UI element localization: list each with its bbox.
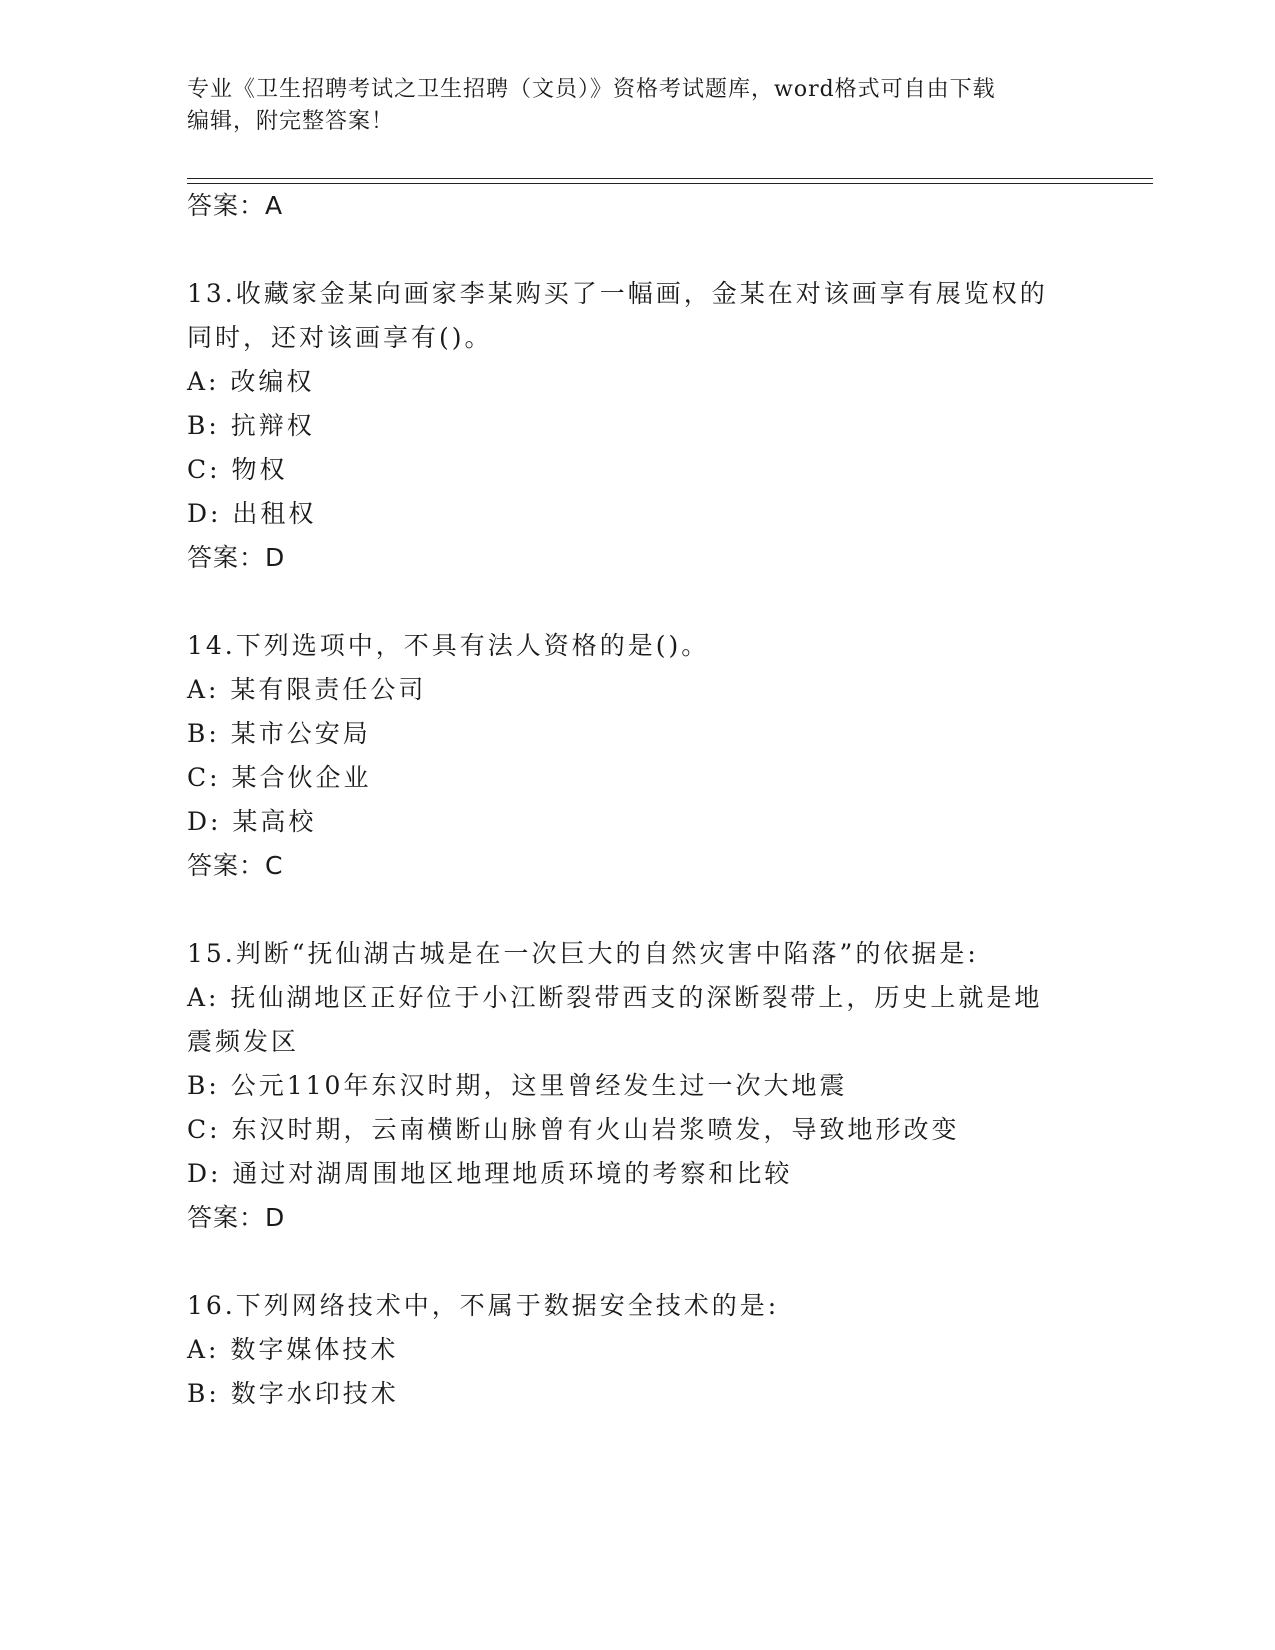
question-16-option-a: A: 数字媒体技术	[187, 1335, 399, 1364]
question-15-option-a-continued: 震频发区	[187, 1027, 300, 1056]
question-13-stem-line-2: 同时，还对该画享有()。	[187, 323, 493, 352]
header-divider-top	[187, 178, 1153, 179]
question-13-answer: 答案：D	[187, 543, 286, 572]
question-13-option-b: B: 抗辩权	[187, 411, 315, 440]
question-14-option-c: C: 某合伙企业	[187, 763, 372, 792]
question-13-option-c: C: 物权	[187, 455, 288, 484]
answer-previous: 答案：A	[187, 191, 284, 220]
question-13-option-d: D: 出租权	[187, 499, 317, 528]
question-16-stem: 16.下列网络技术中，不属于数据安全技术的是:	[187, 1291, 780, 1320]
header-line-1: 专业《卫生招聘考试之卫生招聘（文员）》资格考试题库，word格式可自由下载	[187, 77, 996, 102]
question-15-option-c: C: 东汉时期，云南横断山脉曾有火山岩浆喷发，导致地形改变	[187, 1115, 960, 1144]
question-14-option-a: A: 某有限责任公司	[187, 675, 427, 704]
question-14-stem: 14.下列选项中，不具有法人资格的是()。	[187, 631, 710, 660]
question-13-stem-line-1: 13.收藏家金某向画家李某购买了一幅画，金某在对该画享有展览权的	[187, 279, 1048, 308]
question-15-stem: 15.判断“抚仙湖古城是在一次巨大的自然灾害中陷落”的依据是:	[187, 939, 979, 968]
question-14-answer: 答案：C	[187, 851, 284, 880]
question-15-option-b: B: 公元110年东汉时期，这里曾经发生过一次大地震	[187, 1071, 848, 1100]
question-13-option-a: A: 改编权	[187, 367, 315, 396]
question-14-option-d: D: 某高校	[187, 807, 317, 836]
header-divider-bottom	[187, 183, 1153, 184]
question-16-option-b: B: 数字水印技术	[187, 1379, 399, 1408]
question-15-option-a: A: 抚仙湖地区正好位于小江断裂带西支的深断裂带上，历史上就是地	[187, 983, 1043, 1012]
document-header	[187, 74, 1087, 138]
question-15-option-d: D: 通过对湖周围地区地理地质环境的考察和比较	[187, 1159, 793, 1188]
question-14-option-b: B: 某市公安局	[187, 719, 371, 748]
header-line-2: 编辑，附完整答案！	[187, 109, 395, 134]
question-15-answer: 答案：D	[187, 1203, 286, 1232]
